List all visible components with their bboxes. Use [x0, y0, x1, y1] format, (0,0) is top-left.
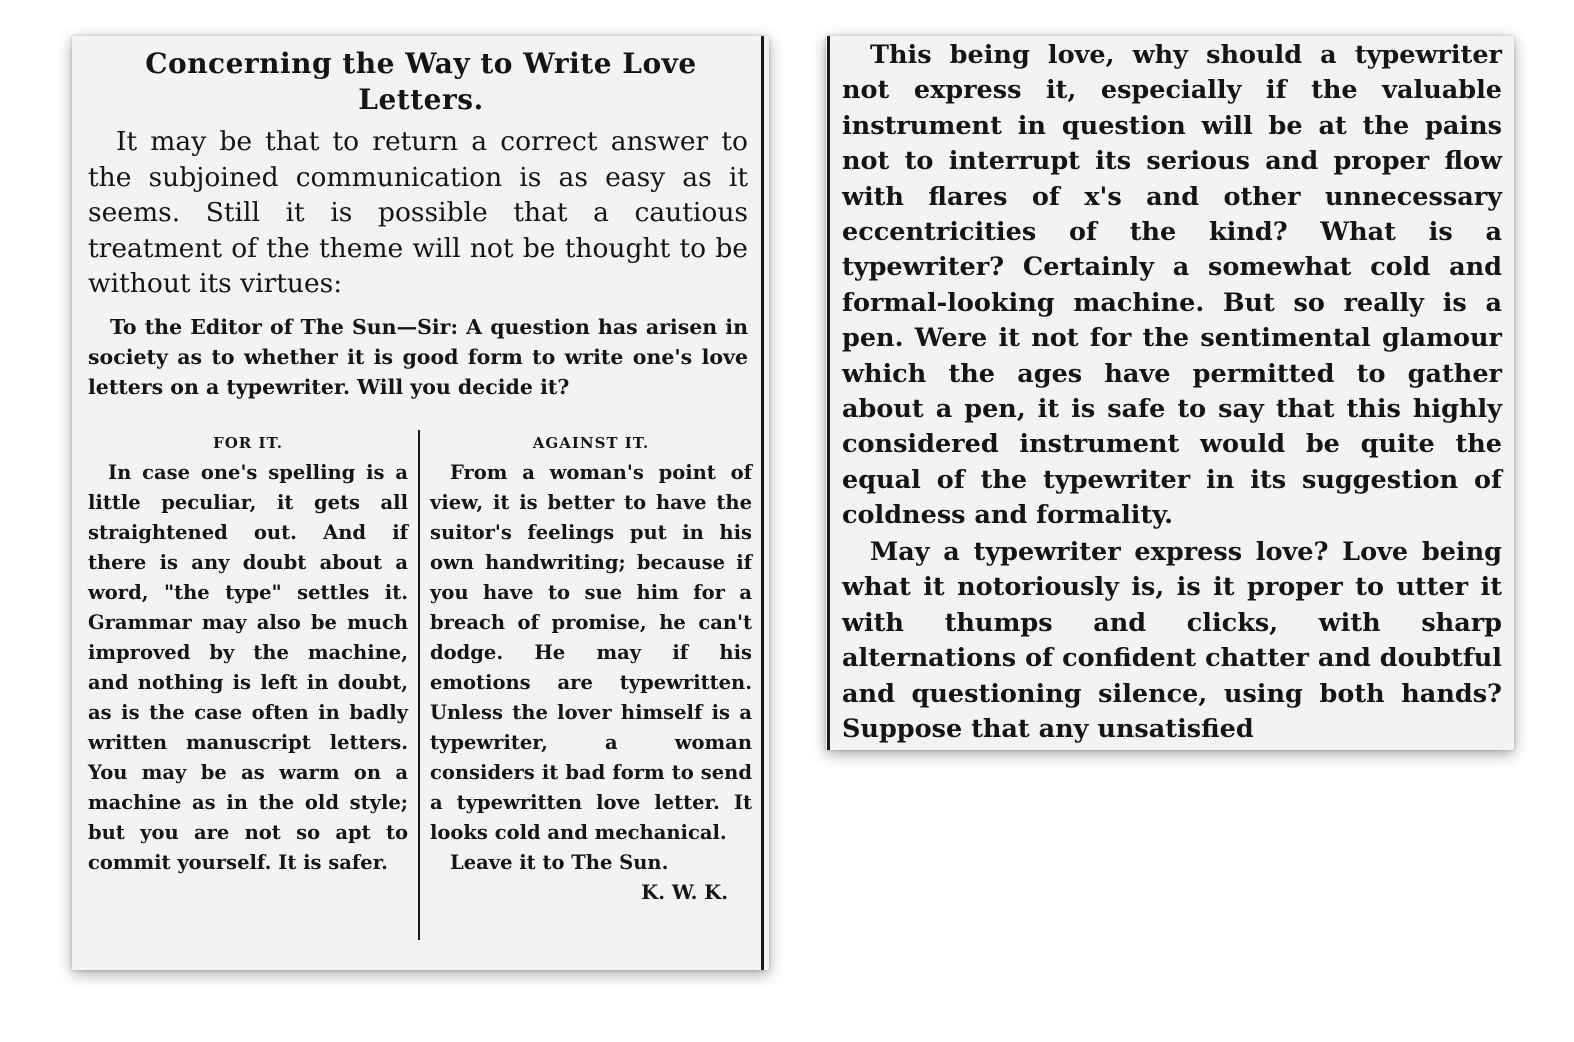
for-column	[88, 428, 408, 878]
left-clipping	[72, 36, 769, 970]
against-column	[430, 428, 752, 908]
letter-to-editor: To the Editor of The Sun—Sir: A question has arisen in society as to whether it is good form to write one's love letters on a typewriter. Will you decide it?	[88, 315, 748, 399]
signoff: Leave it to The Sun.	[450, 851, 669, 874]
for-heading: FOR IT.	[213, 434, 283, 452]
paragraph-1: This being love, why should a typewriter not express it, especially if the valuable instrument in question will be at the pains not to interrupt its serious and proper flow with flares of x's and other unnecessary eccentricities of the kind? What is a typewriter? Certainly a somewhat cold and formal-looking machine. But so really is a pen. Were it not for the sentimental glamour which the ages have permitted to gather about a pen, it is safe to say that this highly considered instrument would be quite the equal of the typewriter in its suggestion of coldness and formality.	[842, 40, 1502, 531]
right-column-rule	[761, 36, 764, 970]
left-column-rule	[827, 36, 830, 750]
headline: Concerning the Way to Write Love Letters.	[145, 47, 697, 116]
against-text: From a woman's point of view, it is better to have the suitor's feelings put in his own handwriting; because if you have to sue him for a breach of promise, he can't dodge. He may if his emotions are typewritten. Unless the lover himself is a typewriter, a woman considers it bad form to send a typewritten love letter. It looks cold and mechanical.	[430, 461, 752, 844]
paragraph-2: May a typewriter express love? Love being what it notoriously is, is it proper to utter it with thumps and clicks, with sharp alternations of confident chatter and doubtful and questioning silence, using both hands? Suppose that any unsatisfied	[842, 537, 1502, 745]
right-clipping	[826, 36, 1514, 750]
signature: K. W. K.	[641, 881, 728, 904]
for-text: In case one's spelling is a little peculiar, it gets all straightened out. And if there is any doubt about a word, "the type" settles it. Grammar may also be much improved by the machine, and nothing is left in doubt, as is the case often in badly written manuscript letters. You may be as warm on a machine as in the old style; but you are not so apt to commit yourself. It is safer.	[88, 461, 408, 874]
lead-paragraph: It may be that to return a correct answer to the subjoined communication is as easy as it seems. Still it is possible that a cautious treatment of the theme will not be thought to be without its virtues:	[88, 126, 748, 299]
column-divider	[418, 430, 420, 940]
against-heading: AGAINST IT.	[532, 434, 650, 452]
